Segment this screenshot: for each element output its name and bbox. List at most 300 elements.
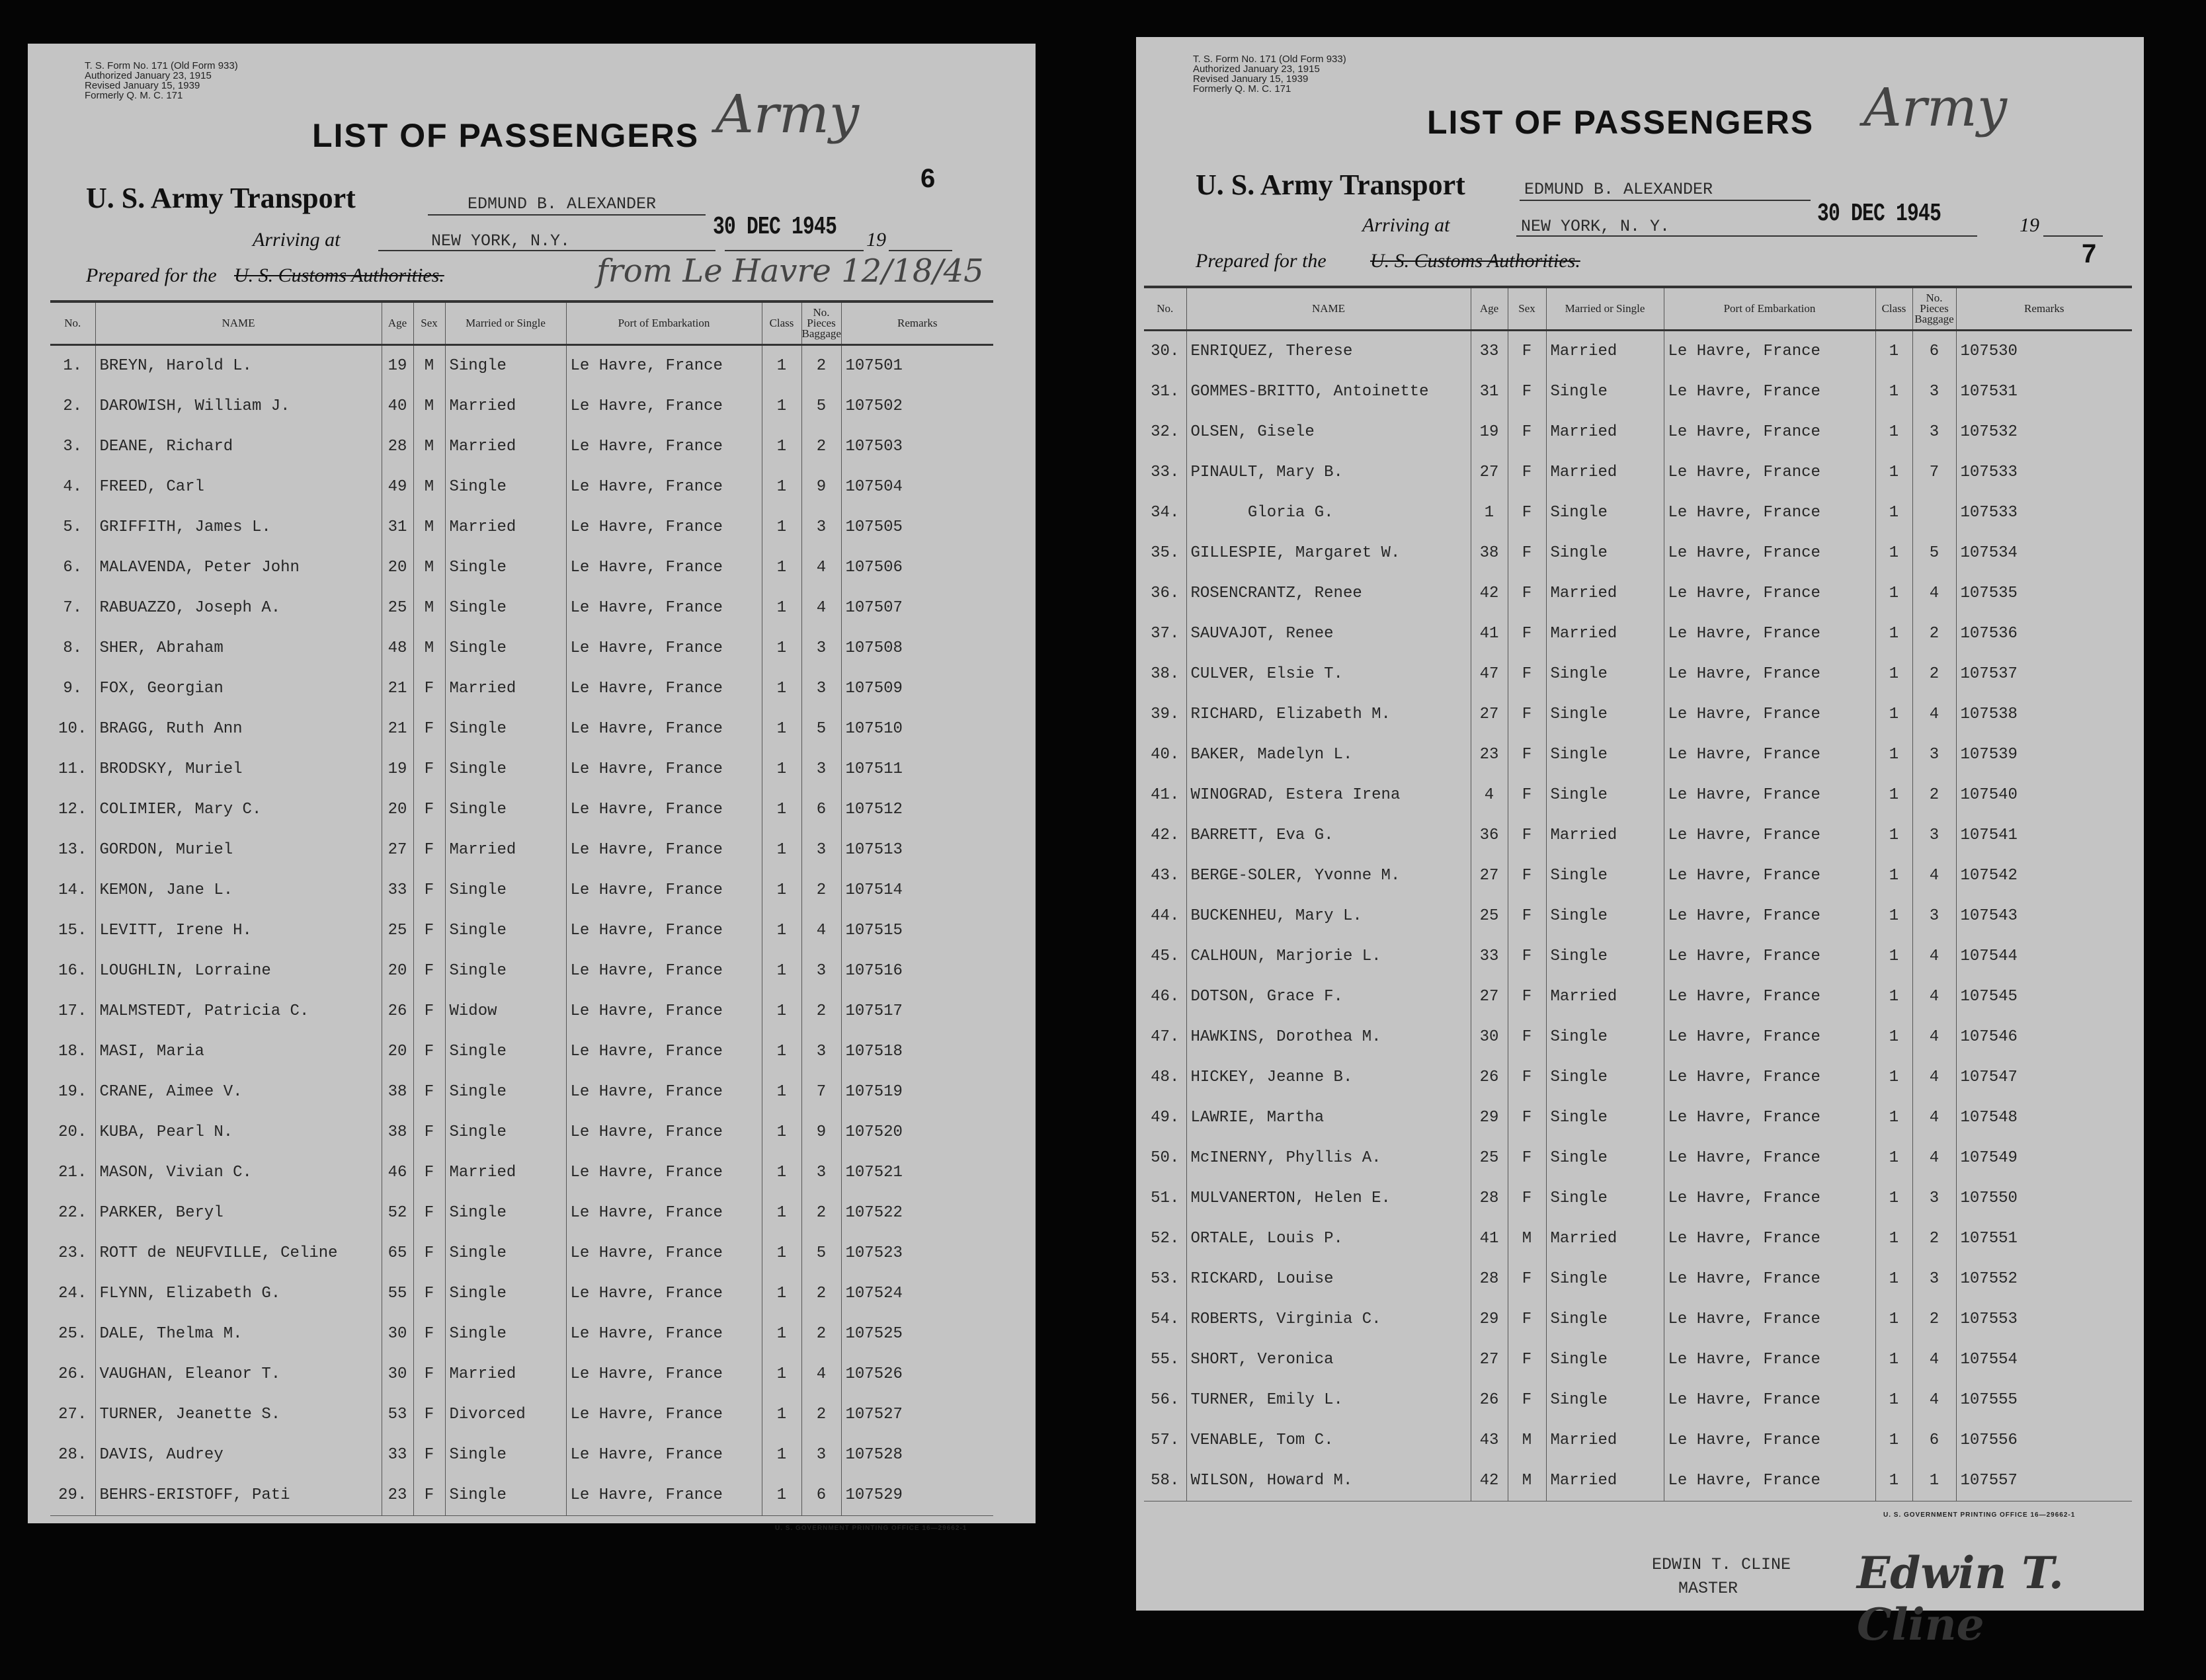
col-header-class: Class — [1875, 287, 1912, 331]
passenger-age: 41 — [1471, 614, 1508, 654]
baggage-pieces: 4 — [1912, 573, 1956, 614]
marital-status: Single — [1546, 1259, 1664, 1299]
port-of-embarkation: Le Havre, France — [566, 709, 762, 749]
table-row — [50, 709, 993, 749]
passenger-sex: M — [413, 467, 445, 507]
passenger-sex: F — [1508, 977, 1546, 1017]
table-row — [50, 426, 993, 467]
marital-status: Single — [1546, 1178, 1664, 1219]
table-row — [50, 1152, 993, 1193]
passenger-sex: M — [1508, 1460, 1546, 1501]
row-number: 46. — [1151, 988, 1180, 1006]
passenger-class: 1 — [762, 1273, 801, 1314]
marital-status: Married — [445, 426, 566, 467]
passenger-sex: F — [413, 1193, 445, 1233]
remarks-number: 107527 — [841, 1394, 993, 1435]
passenger-class: 1 — [1875, 694, 1912, 735]
passenger-class: 1 — [1875, 412, 1912, 452]
passenger-age: 26 — [1471, 1057, 1508, 1098]
row-number: 32. — [1151, 423, 1180, 441]
passenger-name: ENRIQUEZ, Therese — [1186, 331, 1471, 372]
table-row — [50, 1031, 993, 1072]
remarks-number: 107557 — [1956, 1460, 2132, 1501]
port-of-embarkation: Le Havre, France — [1664, 775, 1875, 815]
table-row — [50, 991, 993, 1031]
passenger-class: 1 — [1875, 493, 1912, 533]
port-of-embarkation: Le Havre, France — [1664, 1057, 1875, 1098]
passenger-name: ROTT de NEUFVILLE, Celine — [95, 1233, 382, 1273]
row-number: 47. — [1151, 1028, 1180, 1046]
table-row — [1144, 1138, 2132, 1178]
col-header-sex: Sex — [413, 301, 445, 345]
table-row — [1144, 1380, 2132, 1420]
baggage-pieces: 3 — [1912, 1259, 1956, 1299]
passenger-name: VAUGHAN, Eleanor T. — [95, 1354, 382, 1394]
date-line — [1838, 235, 1977, 237]
table-row — [1144, 735, 2132, 775]
marital-status: Single — [445, 588, 566, 628]
baggage-pieces: 6 — [801, 789, 841, 830]
marital-status: Single — [1546, 493, 1664, 533]
passenger-sex: F — [413, 1394, 445, 1435]
marital-status: Single — [1546, 856, 1664, 896]
marital-status: Single — [445, 910, 566, 951]
passenger-age: 26 — [1471, 1380, 1508, 1420]
row-number: 49. — [1151, 1109, 1180, 1127]
row-number: 10. — [58, 720, 87, 738]
passenger-age: 47 — [1471, 654, 1508, 694]
baggage-pieces: 2 — [801, 1273, 841, 1314]
page-title: LIST OF PASSENGERS — [1427, 104, 1815, 141]
passenger-sex: F — [1508, 775, 1546, 815]
ship-name-line — [428, 214, 706, 216]
port-of-embarkation: Le Havre, France — [1664, 654, 1875, 694]
baggage-pieces: 3 — [1912, 896, 1956, 936]
row-number: 21. — [58, 1164, 87, 1181]
passenger-age: 38 — [382, 1072, 413, 1112]
passenger-sex: F — [413, 1354, 445, 1394]
remarks-number: 107540 — [1956, 775, 2132, 815]
baggage-pieces: 4 — [1912, 856, 1956, 896]
baggage-pieces: 2 — [801, 1193, 841, 1233]
baggage-pieces: 2 — [1912, 614, 1956, 654]
remarks-number: 107552 — [1956, 1259, 2132, 1299]
remarks-number: 107507 — [841, 588, 993, 628]
baggage-pieces: 4 — [1912, 694, 1956, 735]
table-header-row — [50, 301, 993, 345]
col-header-married: Married or Single — [445, 301, 566, 345]
marital-status: Single — [1546, 1098, 1664, 1138]
col-header-sex: Sex — [1508, 287, 1546, 331]
passenger-age: 20 — [382, 789, 413, 830]
baggage-pieces: 3 — [801, 1152, 841, 1193]
passenger-age: 38 — [1471, 533, 1508, 573]
remarks-number: 107551 — [1956, 1219, 2132, 1259]
table-row — [50, 345, 993, 387]
port-of-embarkation: Le Havre, France — [1664, 1460, 1875, 1501]
remarks-number: 107510 — [841, 709, 993, 749]
passenger-name: RICHARD, Elizabeth M. — [1186, 694, 1471, 735]
col-header-no: No. — [50, 301, 95, 345]
passenger-name: CALHOUN, Marjorie L. — [1186, 936, 1471, 977]
marital-status: Single — [445, 951, 566, 991]
table-row — [50, 1233, 993, 1273]
table-row — [50, 1273, 993, 1314]
passenger-name: CRANE, Aimee V. — [95, 1072, 382, 1112]
baggage-pieces: 4 — [1912, 1017, 1956, 1057]
passenger-name: RICKARD, Louise — [1186, 1259, 1471, 1299]
table-row — [50, 1354, 993, 1394]
row-number: 2. — [63, 397, 83, 415]
passenger-name: MULVANERTON, Helen E. — [1186, 1178, 1471, 1219]
passenger-class: 1 — [1875, 936, 1912, 977]
date-stamp: 30 DEC 1945 — [713, 213, 837, 241]
table-row — [1144, 977, 2132, 1017]
marital-status: Single — [445, 1314, 566, 1354]
port-of-embarkation: Le Havre, France — [566, 830, 762, 870]
port-of-embarkation: Le Havre, France — [1664, 1017, 1875, 1057]
year-suffix: 19 — [2020, 214, 2039, 236]
baggage-pieces: 3 — [1912, 412, 1956, 452]
table-row — [1144, 1098, 2132, 1138]
baggage-pieces: 5 — [801, 1233, 841, 1273]
row-number: 20. — [58, 1123, 87, 1141]
passenger-table — [50, 300, 993, 1516]
remarks-number: 107538 — [1956, 694, 2132, 735]
remarks-number: 107546 — [1956, 1017, 2132, 1057]
passenger-age: 36 — [1471, 815, 1508, 856]
passenger-age: 29 — [1471, 1098, 1508, 1138]
table-row — [1144, 1460, 2132, 1501]
marital-status: Single — [445, 1233, 566, 1273]
table-row — [1144, 1017, 2132, 1057]
passenger-class: 1 — [762, 628, 801, 668]
passenger-age: 1 — [1471, 493, 1508, 533]
remarks-number: 107519 — [841, 1072, 993, 1112]
printing-office-footer: U. S. GOVERNMENT PRINTING OFFICE 16—29662-1 — [1883, 1511, 2076, 1519]
marital-status: Married — [1546, 573, 1664, 614]
marital-status: Married — [1546, 452, 1664, 493]
table-header-row — [1144, 287, 2132, 331]
passenger-class: 1 — [1875, 1420, 1912, 1460]
master-title: MASTER — [1678, 1579, 1738, 1598]
marital-status: Married — [445, 507, 566, 547]
passenger-age: 33 — [1471, 936, 1508, 977]
passenger-sex: F — [1508, 654, 1546, 694]
passenger-name: GORDON, Muriel — [95, 830, 382, 870]
port-of-embarkation: Le Havre, France — [566, 789, 762, 830]
table-row — [50, 547, 993, 588]
passenger-class: 1 — [1875, 614, 1912, 654]
passenger-age: 30 — [382, 1314, 413, 1354]
passenger-class: 1 — [1875, 856, 1912, 896]
row-number: 36. — [1151, 584, 1180, 602]
passenger-sex: M — [413, 628, 445, 668]
passenger-name: GOMMES-BRITTO, Antoinette — [1186, 372, 1471, 412]
baggage-pieces: 3 — [1912, 372, 1956, 412]
marital-status: Single — [445, 870, 566, 910]
passenger-name: MALAVENDA, Peter John — [95, 547, 382, 588]
row-number: 16. — [58, 962, 87, 980]
passenger-sex: M — [413, 386, 445, 426]
marital-status: Single — [1546, 533, 1664, 573]
passenger-class: 1 — [762, 386, 801, 426]
port-of-embarkation: Le Havre, France — [566, 1112, 762, 1152]
passenger-name: SHER, Abraham — [95, 628, 382, 668]
row-number: 28. — [58, 1446, 87, 1464]
passenger-name: RABUAZZO, Joseph A. — [95, 588, 382, 628]
col-header-remarks: Remarks — [1956, 287, 2132, 331]
table-row — [50, 467, 993, 507]
passenger-name: KEMON, Jane L. — [95, 870, 382, 910]
passenger-age: 30 — [382, 1354, 413, 1394]
port-of-embarkation: Le Havre, France — [566, 1152, 762, 1193]
passenger-class: 1 — [762, 1112, 801, 1152]
table-row — [50, 1072, 993, 1112]
passenger-class: 1 — [1875, 896, 1912, 936]
passenger-age: 30 — [1471, 1017, 1508, 1057]
passenger-class: 1 — [1875, 1178, 1912, 1219]
port-of-embarkation: Le Havre, France — [566, 910, 762, 951]
passenger-sex: F — [1508, 694, 1546, 735]
page-number: 7 — [2082, 239, 2097, 268]
passenger-class: 1 — [762, 870, 801, 910]
remarks-number: 107511 — [841, 749, 993, 789]
passenger-sex: F — [1508, 1299, 1546, 1340]
row-number: 58. — [1144, 1460, 1186, 1501]
passenger-name: FOX, Georgian — [95, 668, 382, 709]
marital-status: Single — [445, 547, 566, 588]
table-row — [1144, 533, 2132, 573]
port-of-embarkation: Le Havre, France — [1664, 1178, 1875, 1219]
prepared-label: Prepared for the — [86, 264, 217, 286]
passenger-age: 19 — [382, 749, 413, 789]
passenger-age: 43 — [1471, 1420, 1508, 1460]
form-number-block: T. S. Form No. 171 (Old Form 933) Authorized January 23, 1915 Revised January 15, 1939 Formerly Q. M. C. 171 — [1193, 54, 1346, 95]
passenger-sex: F — [413, 1072, 445, 1112]
row-number: 41. — [1151, 786, 1180, 804]
baggage-pieces: 1 — [1912, 1460, 1956, 1501]
passenger-class: 1 — [762, 991, 801, 1031]
baggage-pieces: 4 — [801, 910, 841, 951]
remarks-number: 107543 — [1956, 896, 2132, 936]
passenger-sex: F — [413, 1273, 445, 1314]
remarks-number: 107523 — [841, 1233, 993, 1273]
passenger-sex: M — [413, 507, 445, 547]
passenger-class: 1 — [762, 1072, 801, 1112]
passenger-age: 27 — [1471, 452, 1508, 493]
baggage-pieces: 2 — [801, 1314, 841, 1354]
marital-status: Single — [445, 628, 566, 668]
baggage-pieces: 4 — [1912, 1380, 1956, 1420]
marital-status: Married — [445, 1354, 566, 1394]
baggage-pieces: 2 — [801, 870, 841, 910]
col-header-name: NAME — [1186, 287, 1471, 331]
passenger-age: 53 — [382, 1394, 413, 1435]
passenger-sex: F — [1508, 936, 1546, 977]
arriving-place: NEW YORK, N. Y. — [1521, 217, 1670, 236]
port-of-embarkation: Le Havre, France — [1664, 1340, 1875, 1380]
remarks-number: 107505 — [841, 507, 993, 547]
marital-status: Married — [1546, 331, 1664, 372]
passenger-name: ROSENCRANTZ, Renee — [1186, 573, 1471, 614]
passenger-name: WILSON, Howard M. — [1186, 1460, 1471, 1501]
passenger-class: 1 — [1875, 654, 1912, 694]
col-header-port: Port of Embarkation — [566, 301, 762, 345]
marital-status: Single — [1546, 775, 1664, 815]
port-of-embarkation: Le Havre, France — [566, 1435, 762, 1475]
passenger-sex: F — [413, 1152, 445, 1193]
remarks-number: 107501 — [841, 345, 993, 387]
port-of-embarkation: Le Havre, France — [566, 991, 762, 1031]
passenger-sex: F — [413, 830, 445, 870]
marital-status: Married — [1546, 1219, 1664, 1259]
row-number: 39. — [1151, 705, 1180, 723]
marital-status: Single — [445, 345, 566, 387]
ship-name: EDMUND B. ALEXANDER — [468, 194, 657, 214]
table-row — [50, 870, 993, 910]
row-number: 17. — [58, 1002, 87, 1020]
passenger-age: 48 — [382, 628, 413, 668]
passenger-sex: F — [1508, 1259, 1546, 1299]
port-of-embarkation: Le Havre, France — [566, 1031, 762, 1072]
baggage-pieces: 4 — [1912, 1057, 1956, 1098]
passenger-name: BARRETT, Eva G. — [1186, 815, 1471, 856]
row-number: 14. — [58, 881, 87, 899]
marital-status: Single — [1546, 1340, 1664, 1380]
passenger-class: 1 — [762, 1394, 801, 1435]
port-of-embarkation: Le Havre, France — [566, 951, 762, 991]
table-row — [50, 1394, 993, 1435]
passenger-class: 1 — [1875, 1219, 1912, 1259]
passenger-age: 26 — [382, 991, 413, 1031]
port-of-embarkation: Le Havre, France — [566, 547, 762, 588]
port-of-embarkation: Le Havre, France — [1664, 1098, 1875, 1138]
passenger-age: 29 — [1471, 1299, 1508, 1340]
passenger-name: BAKER, Madelyn L. — [1186, 735, 1471, 775]
remarks-number: 107537 — [1956, 654, 2132, 694]
passenger-class: 1 — [762, 345, 801, 387]
passenger-name: MASI, Maria — [95, 1031, 382, 1072]
baggage-pieces: 4 — [1912, 936, 1956, 977]
table-row — [50, 1435, 993, 1475]
row-number: 7. — [63, 599, 83, 617]
col-header-pieces: No. Pieces Baggage — [801, 301, 841, 345]
baggage-pieces: 3 — [801, 830, 841, 870]
passenger-class: 1 — [762, 507, 801, 547]
remarks-number: 107528 — [841, 1435, 993, 1475]
passenger-age: 49 — [382, 467, 413, 507]
baggage-pieces: 4 — [801, 1354, 841, 1394]
passenger-name: DAROWISH, William J. — [95, 386, 382, 426]
passenger-age: 28 — [1471, 1178, 1508, 1219]
marital-status: Widow — [445, 991, 566, 1031]
table-row — [1144, 856, 2132, 896]
passenger-class: 1 — [762, 951, 801, 991]
passenger-sex: F — [1508, 815, 1546, 856]
port-of-embarkation: Le Havre, France — [1664, 573, 1875, 614]
passenger-sex: F — [413, 951, 445, 991]
passenger-name: VENABLE, Tom C. — [1186, 1420, 1471, 1460]
port-of-embarkation: Le Havre, France — [1664, 1219, 1875, 1259]
port-of-embarkation: Le Havre, France — [566, 345, 762, 387]
remarks-number: 107508 — [841, 628, 993, 668]
remarks-number: 107545 — [1956, 977, 2132, 1017]
passenger-age: 55 — [382, 1273, 413, 1314]
row-number: 44. — [1151, 907, 1180, 925]
arriving-label: Arriving at — [253, 229, 341, 251]
row-number: 26. — [58, 1365, 87, 1383]
passenger-age: 42 — [1471, 1460, 1508, 1501]
passenger-sex: M — [1508, 1420, 1546, 1460]
marital-status: Single — [1546, 896, 1664, 936]
passenger-class: 1 — [762, 668, 801, 709]
marital-status: Married — [1546, 1420, 1664, 1460]
remarks-number: 107531 — [1956, 372, 2132, 412]
row-number: 12. — [58, 801, 87, 819]
passenger-class: 1 — [762, 1193, 801, 1233]
passenger-class: 1 — [762, 1314, 801, 1354]
row-number: 33. — [1151, 463, 1180, 481]
passenger-name: DAVIS, Audrey — [95, 1435, 382, 1475]
passenger-sex: F — [413, 1475, 445, 1516]
row-number: 54. — [1151, 1310, 1180, 1328]
port-of-embarkation: Le Havre, France — [1664, 614, 1875, 654]
table-row — [1144, 775, 2132, 815]
passenger-age: 27 — [382, 830, 413, 870]
passenger-age: 65 — [382, 1233, 413, 1273]
row-number: 3. — [63, 438, 83, 456]
remarks-number: 107533 — [1956, 452, 2132, 493]
row-number: 50. — [1151, 1149, 1180, 1167]
remarks-number: 107530 — [1956, 331, 2132, 372]
passenger-age: 33 — [382, 1435, 413, 1475]
baggage-pieces: 3 — [801, 668, 841, 709]
passenger-name: BEHRS-ERISTOFF, Pati — [95, 1475, 382, 1516]
marital-status: Single — [445, 1112, 566, 1152]
row-number: 34. — [1151, 504, 1180, 522]
passenger-class: 1 — [1875, 775, 1912, 815]
passenger-name: FREED, Carl — [95, 467, 382, 507]
passenger-class: 1 — [1875, 331, 1912, 372]
baggage-pieces: 4 — [1912, 1098, 1956, 1138]
port-of-embarkation: Le Havre, France — [566, 1314, 762, 1354]
baggage-pieces: 2 — [801, 1394, 841, 1435]
passenger-sex: F — [1508, 1098, 1546, 1138]
prepared-for-struck: U. S. Customs Authorities. — [234, 264, 444, 286]
marital-status: Married — [445, 830, 566, 870]
baggage-pieces: 5 — [801, 386, 841, 426]
baggage-pieces: 3 — [1912, 1178, 1956, 1219]
passenger-sex: F — [1508, 372, 1546, 412]
remarks-number: 107539 — [1956, 735, 2132, 775]
passenger-sex: F — [1508, 614, 1546, 654]
port-of-embarkation: Le Havre, France — [1664, 896, 1875, 936]
baggage-pieces: 2 — [801, 426, 841, 467]
table-row — [50, 628, 993, 668]
baggage-pieces: 2 — [1912, 654, 1956, 694]
passenger-class: 1 — [762, 1152, 801, 1193]
port-of-embarkation: Le Havre, France — [566, 1193, 762, 1233]
port-of-embarkation: Le Havre, France — [566, 749, 762, 789]
passenger-class: 1 — [1875, 815, 1912, 856]
port-of-embarkation: Le Havre, France — [1664, 815, 1875, 856]
table-row — [1144, 1420, 2132, 1460]
passenger-age: 28 — [1471, 1259, 1508, 1299]
passenger-age: 42 — [1471, 573, 1508, 614]
passenger-name: COLIMIER, Mary C. — [95, 789, 382, 830]
baggage-pieces — [1912, 493, 1956, 533]
